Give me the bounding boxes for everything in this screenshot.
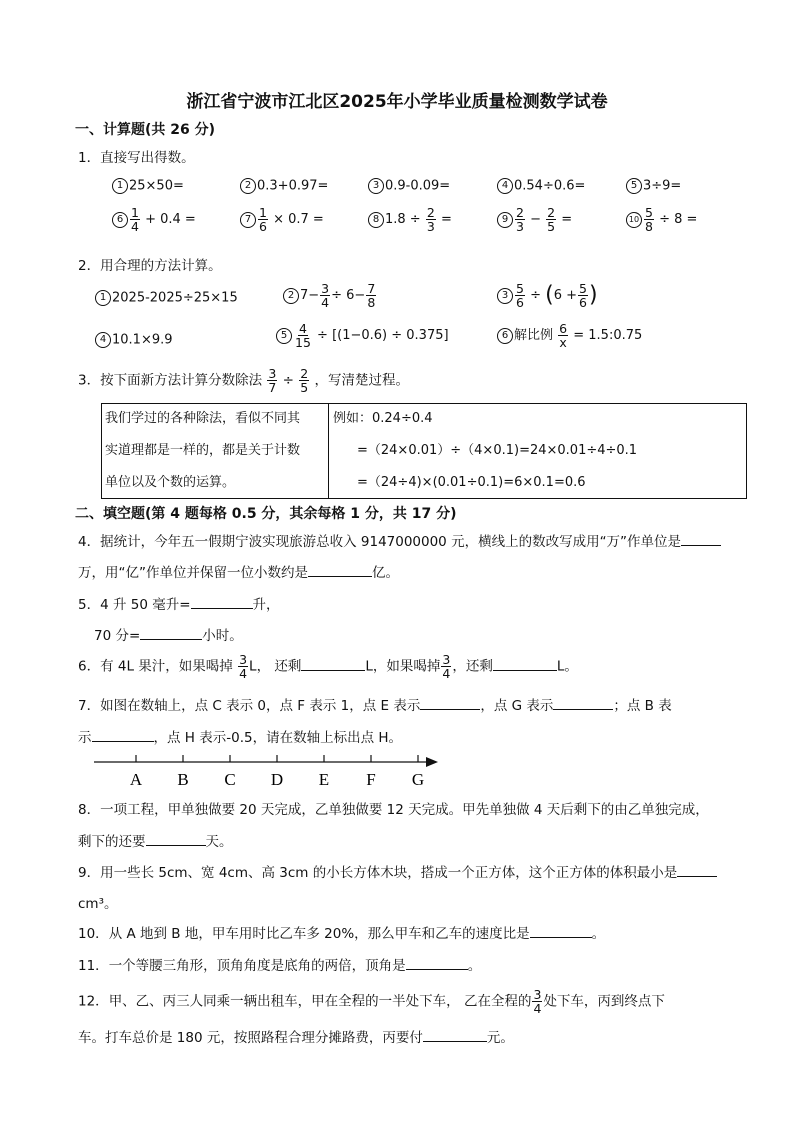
- answer-blank[interactable]: [530, 923, 592, 938]
- q2-item-3: 3 $\frac{5}{6}$ ÷ (6 + $\frac{5}{6}$ ): [497, 282, 598, 309]
- q1-item-1: 1 25×50=: [112, 178, 184, 194]
- question-9: 9．用一些长 5cm、宽 4cm、高 3cm 的小长方体木块，搭成一个正方体，这个正方体的体积最小是: [78, 861, 717, 881]
- question-6: 6．有 4L 果汁，如果喝掉 $\frac{3}{4}$ L， 还剩 L，如果喝掉 $\frac{3}{4}$ ，还剩 L。: [78, 652, 578, 681]
- question-4: 4．据统计，今年五一假期宁波实现旅游总收入 9147000000 元，横线上的数改写成用“万”作单位是: [78, 530, 721, 550]
- answer-blank[interactable]: [681, 531, 721, 546]
- question-4-line-2: 万，用“亿”作单位并保留一位小数约是 亿。: [78, 561, 399, 581]
- question-10: 10．从 A 地到 B 地，甲车用时比乙车多 20%，那么甲车和乙车的速度比是 。: [78, 922, 605, 942]
- number-line-label-c: C: [224, 770, 236, 789]
- q1-item-9: 9 $\frac{2}{3}$ − $\frac{2}{5}$ =: [497, 206, 572, 233]
- question-1: 1．直接写出得数。: [78, 150, 195, 166]
- question-8-line-2: 剩下的还要 天。: [78, 830, 233, 850]
- question-5: 5．4 升 50 毫升= 升，: [78, 593, 280, 613]
- question-12-line-2: 车。打车总价是 180 元，按照路程合理分摊路费，丙要付 元。: [78, 1026, 514, 1046]
- box-left-cell: [102, 404, 329, 499]
- question-7-line-2: 示 ，点 H 表示-0.5，请在数轴上标出点 H。: [78, 726, 402, 746]
- question-11: 11．一个等腰三角形，顶角角度是底角的两倍，顶角是 。: [78, 954, 481, 974]
- answer-blank[interactable]: [493, 656, 557, 671]
- question-3: 3．按下面新方法计算分数除法 $\frac{3}{7}$ ÷ $\frac{2}{5}$ ，写清楚过程。: [78, 366, 409, 395]
- box-right-line-2: =（24×0.01）÷（4×0.1)=24×0.01÷4÷0.1: [357, 443, 638, 458]
- answer-blank[interactable]: [420, 695, 480, 710]
- box-left-line-2: 实道理都是一样的，都是关于计数: [105, 443, 301, 458]
- number-line-label-a: A: [129, 770, 143, 789]
- number-line: [90, 752, 450, 792]
- q2-item-6: 6 解比例 $\frac{6}{x}$ = 1.5:0.75: [497, 322, 642, 349]
- answer-blank[interactable]: [140, 625, 202, 640]
- answer-blank[interactable]: [308, 562, 372, 577]
- number-line-label-d: D: [270, 770, 284, 789]
- method-example-box: [101, 403, 747, 499]
- q1-item-10: 10 $\frac{5}{8}$ ÷ 8 =: [626, 206, 697, 233]
- section-heading-1: 一、计算题(共 26 分): [75, 122, 216, 138]
- box-left-line-3: 单位以及个数的运算。: [105, 475, 236, 490]
- answer-blank[interactable]: [92, 727, 154, 742]
- q1-item-8: 8 1.8 ÷ $\frac{2}{3}$ =: [368, 206, 452, 233]
- q1-item-3: 3 0.9-0.09=: [368, 178, 450, 194]
- answer-blank[interactable]: [301, 656, 365, 671]
- number-line-label-g: G: [411, 770, 425, 789]
- number-line-label-e: E: [318, 770, 330, 789]
- question-5-line-2: 70 分= 小时。: [94, 624, 243, 644]
- q2-item-4: 4 10.1×9.9: [95, 332, 173, 348]
- q1-item-7: 7 $\frac{1}{6}$ × 0.7 =: [240, 206, 324, 233]
- number-line-arrow-icon: [426, 757, 438, 767]
- question-8: 8．一项工程，甲单独做要 20 天完成，乙单独做要 12 天完成。甲先单独做 4 天后剩下的由乙单独完成，: [78, 802, 709, 818]
- question-7: 7．如图在数轴上，点 C 表示 0，点 F 表示 1，点 E 表示 ，点 G 表示 ；点 B 表: [78, 694, 672, 714]
- box-right-line-3: =（24÷4)×(0.01÷0.1)=6×0.1=0.6: [357, 475, 586, 490]
- question-2: 2．用合理的方法计算。: [78, 258, 222, 274]
- number-line-label-b: B: [177, 770, 189, 789]
- q1-item-2: 2 0.3+0.97=: [240, 178, 328, 194]
- number-line-label-f: F: [366, 770, 376, 789]
- answer-blank[interactable]: [406, 955, 468, 970]
- answer-blank[interactable]: [423, 1027, 487, 1042]
- q1-item-4: 4 0.54÷0.6=: [497, 178, 585, 194]
- answer-blank[interactable]: [146, 831, 206, 846]
- question-12: 12．甲、乙、丙三人同乘一辆出租车，甲在全程的一半处下车， 乙在全程的 $\frac{3}{4}$ 处下车，丙到终点下: [78, 987, 665, 1016]
- q2-item-2: 2 7− $\frac{3}{4}$ ÷ 6− $\frac{7}{8}$: [283, 282, 377, 309]
- question-9-line-2: cm³。: [78, 896, 118, 912]
- box-right-line-1: 例如：0.24÷0.4: [333, 411, 433, 426]
- box-left-line-1: 我们学过的各种除法，看似不同其: [105, 411, 301, 426]
- answer-blank[interactable]: [191, 594, 253, 609]
- q1-item-5: 5 3÷9=: [626, 178, 681, 194]
- section-heading-2: 二、填空题(第 4 题每格 0.5 分，其余每格 1 分，共 17 分): [75, 506, 457, 522]
- q2-item-1: 1 2025-2025÷25×15: [95, 290, 238, 306]
- q2-item-5: 5 $\frac{4}{15}$ ÷ [(1−0.6) ÷ 0.375]: [276, 322, 449, 349]
- q1-item-6: 6 $\frac{1}{4}$ + 0.4 =: [112, 206, 196, 233]
- page-title: 浙江省宁波市江北区2025年小学毕业质量检测数学试卷: [186, 92, 608, 112]
- answer-blank[interactable]: [677, 862, 717, 877]
- box-right-cell: [329, 404, 747, 499]
- answer-blank[interactable]: [553, 695, 613, 710]
